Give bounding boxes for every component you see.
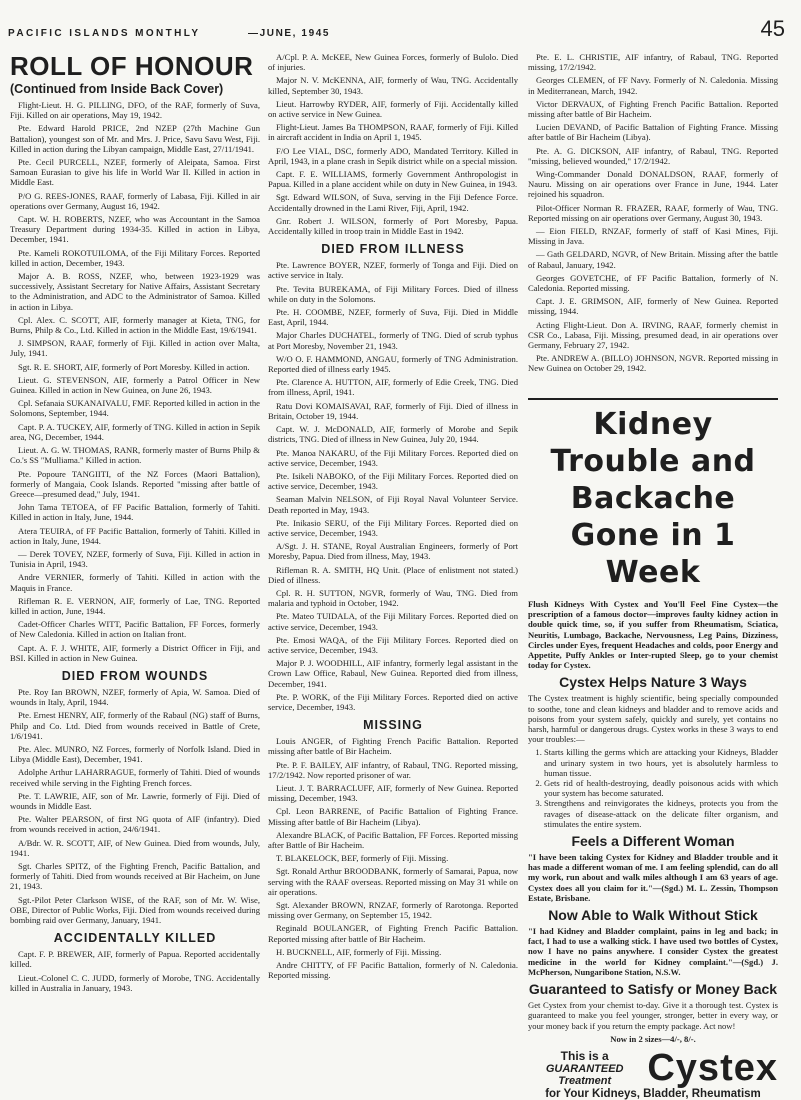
ad-brand-wordmark: Cystex	[647, 1046, 778, 1089]
honour-entry: Major N. V. McKENNA, AIF, formerly of Wau, TNG. Accidentally killed, September 30, 1943.	[268, 75, 518, 96]
honour-entry: Lieut. Harrowby RYDER, AIF, formerly of Fiji. Accidentally killed on active service in New Guinea.	[268, 98, 518, 120]
ad-guarantee-heading: Guaranteed to Satisfy or Money Back	[528, 981, 778, 998]
honour-entry: Andre VERNIER, formerly of Tahiti. Killed in action with the Maquis in France.	[10, 572, 260, 593]
ad-testimonial-1: "I have been taking Cystex for Kidney and Bladder trouble and it has made a different woman of me. I am feeling splendid, can do all my work, run about and walk miles although I am 63 years of age. Cystex does all you claim for it."—(Sgd.) M. L. Zessin, Thompson Estate, Brisbane.	[528, 852, 778, 903]
accidentally-killed-heading: ACCIDENTALLY KILLED	[53, 931, 217, 946]
honour-entry: Capt. F. E. WILLIAMS, formerly Government Anthropologist in Papua. Killed in a plane accident while on duty in New Guinea, in 1943.	[268, 169, 518, 190]
honour-entry: Capt. J. E. GRIMSON, AIF, formerly of New Guinea. Reported missing, 1944.	[528, 296, 778, 317]
honour-entry: Georges GOVETCHE, of FF Pacific Battalion, formerly of N. Caledonia. Reported missing.	[528, 272, 778, 294]
honour-entry: Atera TEUIRA, of FF Pacific Battalion, formerly of Tahiti. Killed in action in Italy, June, 1944.	[10, 525, 260, 546]
ad-footer-tagline: for Your Kidneys, Bladder, Rheumatism	[545, 1087, 761, 1100]
honour-entry: Cpl. Alex. C. SCOTT, AIF, formerly manager at Kieta, TNG, for Burns, Philp & Co., Ltd. Killed in action in the Middle East, 19/6/1941.	[10, 314, 260, 336]
honour-entry: Sgt. Edward WILSON, of Suva, serving in the Fiji Defence Force. Accidentally drowned in the Lami River, Fiji, April, 1942.	[268, 192, 518, 213]
honour-entry: Victor DERVAUX, of Fighting French Pacific Battalion. Reported missing after battle of Bir Hacheim.	[528, 98, 778, 120]
honour-entry: Cadet-Officer Charles WITT, Pacific Battalion, FF Forces, formerly of New Caledonia. Killed in action on Italian front.	[10, 619, 260, 640]
honour-entry: Pilot-Officer Norman R. FRAZER, RAAF, formerly of Wau, TNG. Reported missing on air operations over Germany, August 30, 1943.	[528, 202, 778, 223]
honour-entry: Pte. P. F. BAILEY, AIF infantry, of Rabaul, TNG. Reported missing, 17/2/1942. Now reported prisoner of war.	[268, 759, 518, 780]
honour-entry: Seaman Malvin NELSON, of Fiji Royal Naval Volunteer Service. Death reported in May, 1943.	[268, 494, 518, 515]
ad-way-item: 1. Starts killing the germs which are attacking your Kidneys, Bladder and urinary system in two hours, yet is absolutely harmless to human tissue.	[544, 747, 778, 778]
missing-heading: MISSING	[363, 718, 423, 733]
page-header	[8, 8, 793, 41]
honour-entry: Andre CHITTY, of FF Pacific Battalion, formerly of N. Caledonia. Reported missing.	[268, 960, 518, 981]
killed-in-action-list	[10, 100, 260, 663]
honour-entry: Cpl. Leon BARRENE, of Pacific Battalion of Fighting France. Missing after battle of Bir Hacheim (Libya).	[268, 806, 518, 827]
honour-entry: Capt. P. A. TUCKEY, AIF, formerly of TNG. Killed in action in Sepik area, NG, December, 1944.	[10, 421, 260, 442]
honour-entry: A/Bdr. W. R. SCOTT, AIF, of New Guinea. Died from wounds, July, 1941.	[10, 837, 260, 858]
ad-guarantee-text: Get Cystex from your chemist to-day. Give it a thorough test. Cystex is guaranteed to make you feel younger, stronger, better in every way, or your money back if you return the empty package. Act now!	[528, 1000, 778, 1031]
honour-entry: H. BUCKNELL, AIF, formerly of Fiji. Missing.	[276, 946, 442, 957]
column-2	[268, 52, 518, 1062]
honour-entry: Rifleman R. A. SMITH, HQ Unit. (Place of enlistment not stated.) Died of illness.	[268, 564, 518, 585]
issue-date: —JUNE, 1945	[248, 28, 331, 39]
honour-entry: Pte. Tevita BUREKAMA, of Fiji Military Forces. Died of illness while on duty in the Solomons.	[268, 283, 518, 304]
honour-entry: — Gath GELDARD, NGVR, of New Britain. Missing after the battle of Rabaul, January, 1942.	[528, 249, 778, 270]
accidentally-killed-list	[10, 949, 260, 993]
died-from-wounds-heading: DIED FROM WOUNDS	[61, 668, 209, 683]
honour-entry: Sgt. Ronald Arthur BROODBANK, formerly of Samarai, Papua, now serving with the RAAF overseas. Reported missing on May 31 while on air operations.	[268, 866, 518, 897]
honour-entry: Pte. Kameli ROKOTUILOMA, of the Fiji Military Forces. Reported killed in action, December, 1943.	[10, 247, 260, 268]
ad-testimonial-2: "I had Kidney and Bladder complaint, pains in leg and back; in fact, I had to use a walking stick. I have used two bottles of Cystex, now I have no pains anywhere. I consider Cystex the greatest medicine in the world for Kidney complaint."—(Sgd.) J. McPherson, Nungaribone Station, N.S.W.	[528, 926, 778, 977]
honour-entry: Ratu Dovi KOMAISAVAI, RAF, formerly of Fiji. Died of illness in Britain, October 19, 1944.	[268, 400, 518, 421]
honour-entry: Acting Flight-Lieut. Don A. IRVING, RAAF, formerly chemist in CSR Co., Labasa, Fiji. Missing, presumed dead, in air operations over Germany, February 27, 1942.	[528, 319, 778, 351]
honour-entry: Lieut. J. T. BARRACLUFF, AIF, formerly of New Guinea. Reported missing, December, 1943.	[268, 782, 518, 804]
honour-entry: Flight-Lieut. James Ba THOMPSON, RAAF, formerly of Fiji. Killed in aircraft accident in India on April 1, 1945.	[268, 122, 518, 143]
honour-entry: Pte. Manoa NAKARU, of the Fiji Military Forces. Reported died on active service, December, 1943.	[268, 447, 518, 468]
cystex-advertisement	[528, 398, 778, 1100]
honour-entry: J. SIMPSON, RAAF, formerly of Fiji. Killed in action over Malta, July, 1941.	[10, 338, 260, 359]
honour-entry: Georges CLEMEN, of FF Navy. Formerly of N. Caledonia. Missing in Mediterranean, March, 1942.	[528, 75, 778, 96]
roll-of-honour-subtitle: (Continued from Inside Back Cover)	[10, 82, 224, 96]
honour-entry: Pte. Mateo TUIDALA, of the Fiji Military Forces. Reported died on active service, December, 1943.	[268, 611, 518, 632]
honour-entry: Pte. Lawrence BOYER, NZEF, formerly of Tonga and Fiji. Died on active service in Italy.	[268, 260, 518, 281]
column-1	[10, 52, 260, 1062]
ad-footer-left	[528, 1049, 641, 1087]
honour-entry: Pte. Roy Ian BROWN, NZEF, formerly of Apia, W. Samoa. Died of wounds in Italy, April, 1944.	[10, 686, 260, 708]
honour-entry: Major Charles DUCHATEL, formerly of TNG. Died of scrub typhus at Port Moresby, November 21, 1943.	[268, 330, 518, 351]
died-from-wounds-list	[10, 687, 260, 925]
honour-entry: A/Sgt. J. H. STANE, Royal Australian Engineers, formerly of Port Moresby, Papua. Died from illness, May, 1943.	[268, 541, 518, 562]
ad-sizes: Now in 2 sizes—4/-, 8/-.	[610, 1033, 696, 1044]
ad-way-item: 2. Gets rid of health-destroying, deadly poisonous acids with which your system has become saturated.	[544, 778, 778, 798]
ad-top-rule	[528, 398, 778, 400]
column-3	[528, 52, 778, 392]
ad-ways-list	[528, 747, 778, 829]
honour-entry: Cpl. Sefanaia SUKANAIVALU, FMF. Reported killed in action in the Solomons, September, 1944.	[10, 398, 260, 419]
honour-entry: Pte. Emosi WAQA, of the Fiji Military Forces. Reported died on active service, December, 1943.	[268, 634, 518, 655]
ad-helps-heading: Cystex Helps Nature 3 Ways	[559, 674, 747, 691]
died-from-illness-heading: DIED FROM ILLNESS	[321, 242, 465, 257]
roll-of-honour-title: ROLL OF HONOUR	[10, 51, 254, 81]
honour-entry: Wing-Commander Donald DONALDSON, RAAF, formerly of Nauru. Missing on air operations over France in June, 1944. Later rejoined his squadron.	[528, 169, 778, 200]
honour-entry: Flight-Lieut. H. G. PILLING, DFO, of the RAF, formerly of Suva, Fiji. Killed on air operations, May 19, 1942.	[10, 100, 260, 121]
ad-lead-paragraph: Flush Kidneys With Cystex and You'll Feel Fine Cystex—the prescription of a famous doctor—improves faulty kidney action in double quick time, so, if you suffer from Rheumatism, Sciatica, Neuritis, Lumbago, Backache, Nervousness, Leg Pains, Dizziness, Circles under Eyes, frequent Headaches and colds, poor Energy and Appetite, Puffy Ankles or Inter-rupted Sleep, go to your chemist today for Cystex.	[528, 599, 778, 671]
missing-list-continued	[528, 52, 778, 374]
honour-entry: Louis ANGER, of Fighting French Pacific Battalion. Reported missing after battle of Bir Hacheim.	[268, 736, 518, 757]
honour-entry: Pte. E. L. CHRISTIE, AIF infantry, of Rabaul, TNG. Reported missing, 17/2/1942.	[528, 52, 778, 73]
honour-entry: Pte. A. G. DICKSON, AIF infantry, of Rabaul, TNG. Reported "missing, believed wounded," 17/2/1942.	[528, 145, 778, 166]
honour-entry: Pte. Alec. MUNRO, NZ Forces, formerly of Norfolk Island. Died in Libya (Middle East), December, 1941.	[10, 743, 260, 765]
honour-entry: Lieut. G. STEVENSON, AIF, formerly a Patrol Officer in New Guinea. Killed in action in New Guinea, on June 26, 1943.	[10, 374, 260, 396]
honour-entry: Sgt. R. E. SHORT, AIF, formerly of Port Moresby. Killed in action.	[18, 361, 250, 372]
ad-headline: Kidney Trouble and Backache Gone in 1 Week	[550, 407, 756, 590]
publication-name: PACIFIC ISLANDS MONTHLY	[8, 28, 201, 39]
ad-footer-guaranteed: GUARANTEED Treatment	[545, 1062, 624, 1087]
missing-list	[268, 736, 518, 980]
honour-entry: Pte. ANDREW A. (BILLO) JOHNSON, NGVR. Reported missing in New Guinea on October 29, 1942.	[528, 353, 778, 374]
honour-entry: Pte. P. WORK, of the Fiji Military Forces. Reported died on active service, December, 1943.	[268, 691, 518, 712]
honour-entry: Gnr. Robert J. WILSON, formerly of Port Moresby, Papua. Accidentally killed in troop train in Middle East in 1942.	[268, 215, 518, 237]
honour-entry: Pte. Isikeli NABOKO, of the Fiji Military Forces. Reported died on active service, December, 1943.	[268, 470, 518, 492]
ad-helps-intro: The Cystex treatment is highly scientific, being specially compounded to soothe, tone and clean kidneys and bladder and to remove acids and poisons from your system safely, quickly and surely, yet contains no harsh, harmful or dangerous drugs. Cystex works in these 3 ways to end your troubles:—	[528, 693, 778, 745]
ad-footer	[528, 1048, 778, 1100]
honour-entry: Pte. H. COOMBE, NZEF, formerly of Suva, Fiji. Died in Middle East, April, 1944.	[268, 307, 518, 328]
honour-entry: Sgt. Alexander BROWN, RNZAF, formerly of Rarotonga. Reported missing over Germany, on September 15, 1942.	[268, 900, 518, 921]
honour-entry: F/O Lee VIAL, DSC, formerly ADO, Mandated Territory. Killed in April, 1943, in a plane crash in Sepik district while on a special mission.	[268, 145, 518, 166]
honour-entry: Rifleman R. E. VERNON, AIF, formerly of Lae, TNG. Reported killed in action, June, 1944.	[10, 595, 260, 616]
honour-entry: — Derek TOVEY, NZEF, formerly of Suva, Fiji. Killed in action in Tunisia in April, 1943.	[10, 548, 260, 570]
died-from-illness-list	[268, 260, 518, 712]
honour-entry: Pte. T. LAWRIE, AIF, son of Mr. Lawrie, formerly of Fiji. Died of wounds in Middle East.	[10, 790, 260, 811]
honour-entry: Capt. A. F. J. WHITE, AIF, formerly a District Officer in Fiji, and BSI. Killed in action in New Guinea.	[10, 642, 260, 663]
honour-entry: Pte. Popoure TANGIITI, of the NZ Forces (Maori Battalion), formerly of Mangaia, Cook Islands. Reported "missing after battle of Greece—presumed dead," July, 1941.	[10, 468, 260, 499]
ad-testimonial-heading-1: Feels a Different Woman	[571, 833, 735, 850]
ad-way-item: 3. Strengthens and reinvigorates the kidneys, protects you from the ravages of disease-attack on the delicate filter organism, and stimulates the entire system.	[544, 798, 778, 829]
honour-entry: W/O O. F. HAMMOND, ANGAU, formerly of TNG Administration. Reported died of illness early 1945.	[268, 353, 518, 375]
honour-entry: A/Cpl. P. A. McKEE, New Guinea Forces, formerly of Bulolo. Died of injuries.	[268, 52, 518, 73]
honour-entry: Capt. W. J. McDONALD, AIF, formerly of Morobe and Sepik districts, TNG. Died of illness in New Guinea, July 20, 1944.	[268, 424, 518, 445]
accidentally-killed-list-continued	[268, 52, 518, 236]
honour-entry: Pte. Walter PEARSON, of first NG quota of AIF (infantry). Died from wounds received in action, 24/6/1941.	[10, 814, 260, 835]
honour-entry: Lucien DEVAND, of Pacific Battalion of Fighting France. Missing after battle of Bir Hacheim (Libya).	[528, 122, 778, 143]
page-number: 45	[760, 16, 785, 41]
ad-footer-this-is: This is a	[560, 1048, 609, 1063]
honour-entry: Lieut. A. G. W. THOMAS, RANR, formerly master of Burns Philp & Co.'s SS "Mulliama." Killed in action.	[10, 445, 260, 466]
honour-entry: Reginald BOULANGER, of Fighting French Pacific Battalion. Reported missing after battle of Bir Hacheim.	[268, 923, 518, 944]
honour-entry: John Tama TETOEA, of FF Pacific Battalion, formerly of Tahiti. Killed in action in Italy, June, 1944.	[10, 502, 260, 523]
honour-entry: T. BLAKELOCK, BEF, formerly of Fiji. Missing.	[276, 853, 449, 864]
honour-entry: Alexandre BLACK, of Pacific Battalion, FF Forces. Reported missing after Battle of Bir Hacheim.	[268, 829, 518, 850]
honour-entry: Pte. Cecil PURCELL, NZEF, formerly of Aleipata, Samoa. First Samoan Eurasian to give his life in World War II. Killed in action in Middle East.	[10, 157, 260, 188]
honour-entry: Major P. J. WOODHILL, AIF infantry, formerly legal assistant in the Crown Law Office, Rabaul, New Guinea. Reported died from illness, December, 1941.	[268, 658, 518, 689]
honour-entry: P/O G. REES-JONES, RAAF, formerly of Labasa, Fiji. Killed in air operations over Germany, August 16, 1942.	[10, 190, 260, 211]
honour-entry: — Eion FIELD, RNZAF, formerly of staff of Kasi Mines, Fiji. Missing in Java.	[528, 226, 778, 247]
honour-entry: Sgt.-Pilot Peter Clarkson WISE, of the RAF, son of Mr. W. Wise, OBE, Director of Public Works, Fiji. Died from wounds received during bombing raid over Germany, January, 1941.	[10, 894, 260, 926]
honour-entry: Pte. Ernest HENRY, AIF, formerly of the Rabaul (NG) staff of Burns, Philp and Co. Ltd. Died from wounds received in Battle of Crete, 1/6/1941.	[10, 710, 260, 741]
honour-entry: Pte. Inikasio SERU, of the Fiji Military Forces. Reported died on active service, December, 1943.	[268, 517, 518, 538]
honour-entry: Cpl. R. H. SUTTON, NGVR, formerly of Wau, TNG. Died from malaria and typhoid in October, 1942.	[268, 587, 518, 609]
honour-entry: Capt. W. H. ROBERTS, NZEF, who was Accountant in the Samoa Treasury Department during 1934-35. Killed in action in Libya, December, 1941.	[10, 214, 260, 245]
honour-entry: Major A. B. ROSS, NZEF, who, between 1923-1929 was successively, Assistant Secretary for Native Affairs, Assistant Secretary to the Administration, and ADC to the Administrator of Samoa. Killed in action in Libya.	[10, 271, 260, 312]
honour-entry: Adolphe Arthur LAHARRAGUE, formerly of Tahiti. Died of wounds received while serving in the Fighting French forces.	[10, 767, 260, 788]
ad-footer-brand-row	[528, 1048, 778, 1088]
honour-entry: Sgt. Charles SPITZ, of the Fighting French, Pacific Battalion, and formerly of Tahiti. Died from wounds received at Bir Hacheim, on June 21, 1943.	[10, 861, 260, 892]
honour-entry: Lieut.-Colonel C. C. JUDD, formerly of Morobe, TNG. Accidentally killed in Australia in January, 1943.	[10, 972, 260, 993]
ad-testimonial-heading-2: Now Able to Walk Without Stick	[548, 907, 758, 924]
honour-entry: Pte. Edward Harold PRICE, 2nd NZEP (27th Machine Gun Battalion), youngest son of Mr. and Mrs. J. Price, Savu Savu West, Fiji. Killed in action during the Libyan campaign, Middle East, 27/11/1941.	[10, 123, 260, 154]
honour-entry: Capt. F. P. BREWER, AIF, formerly of Papua. Reported accidentally killed.	[10, 949, 260, 970]
honour-entry: Pte. Clarence A. HUTTON, AIF, formerly of Edie Creek, TNG. Died from illness, April, 1941.	[268, 377, 518, 398]
